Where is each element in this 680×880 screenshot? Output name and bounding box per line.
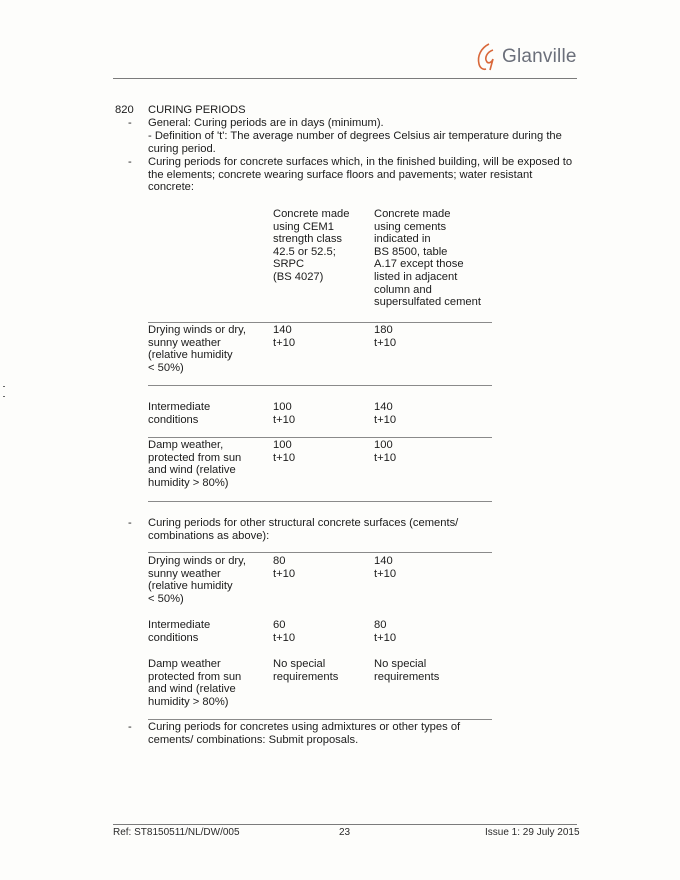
table2-row2-c2: 80 t+10 xyxy=(374,619,397,644)
table1-row2-c2: 140 t+10 xyxy=(374,401,397,426)
table1-row2-c1: 100 t+10 xyxy=(273,401,296,426)
exposed-text: Curing periods for concrete surfaces which, in the finished building, will be exposed to the elements; concrete wearing surface floors and pavements; water resistant concrete: xyxy=(148,156,573,194)
table2-row1-c1: 80 t+10 xyxy=(273,555,296,580)
table1-rule xyxy=(148,322,492,323)
bullet-dash: - xyxy=(128,517,132,529)
margin-mark xyxy=(3,396,5,397)
footer-issue: Issue 1: 29 July 2015 xyxy=(485,827,580,838)
glanville-logo-icon xyxy=(474,40,500,74)
table2-row3-c1: No special requirements xyxy=(273,658,339,683)
footer-ref: Ref: ST8150511/NL/DW/005 xyxy=(113,827,240,838)
page-number: 23 xyxy=(339,827,351,838)
table1-rule xyxy=(148,385,492,386)
company-logo xyxy=(474,40,577,74)
section-title: CURING PERIODS xyxy=(148,104,246,116)
bullet-dash: - xyxy=(128,721,132,733)
table1-col1-header: Concrete made using CEM1 strength class 42.5 or 52.5; SRPC (BS 4027) xyxy=(273,208,350,283)
logo-text: Glanville xyxy=(502,46,577,67)
footer-rule xyxy=(113,824,577,825)
header-rule xyxy=(113,78,577,79)
other-text: Curing periods for other structural concrete surfaces (cements/ combinations as above): xyxy=(148,517,459,542)
table2-row1-condition: Drying winds or dry, sunny weather (relative humidity < 50%) xyxy=(148,555,247,605)
table1-row3-c2: 100 t+10 xyxy=(374,439,397,464)
bullet-dash: - xyxy=(128,117,132,129)
definition-text: - Definition of 't': The average number of degrees Celsius air temperature during the curing period. xyxy=(148,130,562,155)
general-text: General: Curing periods are in days (minimum). xyxy=(148,117,384,129)
table1-row3-condition: Damp weather, protected from sun and wind (relative humidity > 80%) xyxy=(148,439,242,489)
table1-row3-c1: 100 t+10 xyxy=(273,439,296,464)
table2-row1-c2: 140 t+10 xyxy=(374,555,397,580)
table1-rule xyxy=(148,437,492,438)
table1-col2-header: Concrete made using cements indicated in BS 8500, table A.17 except those listed in adjacent column and supersulfated cement xyxy=(374,208,481,309)
table2-row2-c1: 60 t+10 xyxy=(273,619,296,644)
table1-row1-c2: 180 t+10 xyxy=(374,324,397,349)
table2-row3-condition: Damp weather protected from sun and wind (relative humidity > 80%) xyxy=(148,658,242,708)
table2-row2-condition: Intermediate conditions xyxy=(148,619,211,644)
margin-mark xyxy=(3,386,5,387)
table2-rule xyxy=(148,552,492,553)
table1-row1-condition: Drying winds or dry, sunny weather (relative humidity < 50%) xyxy=(148,324,247,374)
table2-row3-c2: No special requirements xyxy=(374,658,440,683)
section-number: 820 xyxy=(115,104,134,116)
bullet-dash: - xyxy=(128,156,132,168)
table1-row1-c1: 140 t+10 xyxy=(273,324,296,349)
admix-text: Curing periods for concretes using admixtures or other types of cements/ combinations: Submit proposals. xyxy=(148,721,461,746)
table1-rule xyxy=(148,501,492,502)
table1-row2-condition: Intermediate conditions xyxy=(148,401,211,426)
table2-rule xyxy=(148,719,492,720)
